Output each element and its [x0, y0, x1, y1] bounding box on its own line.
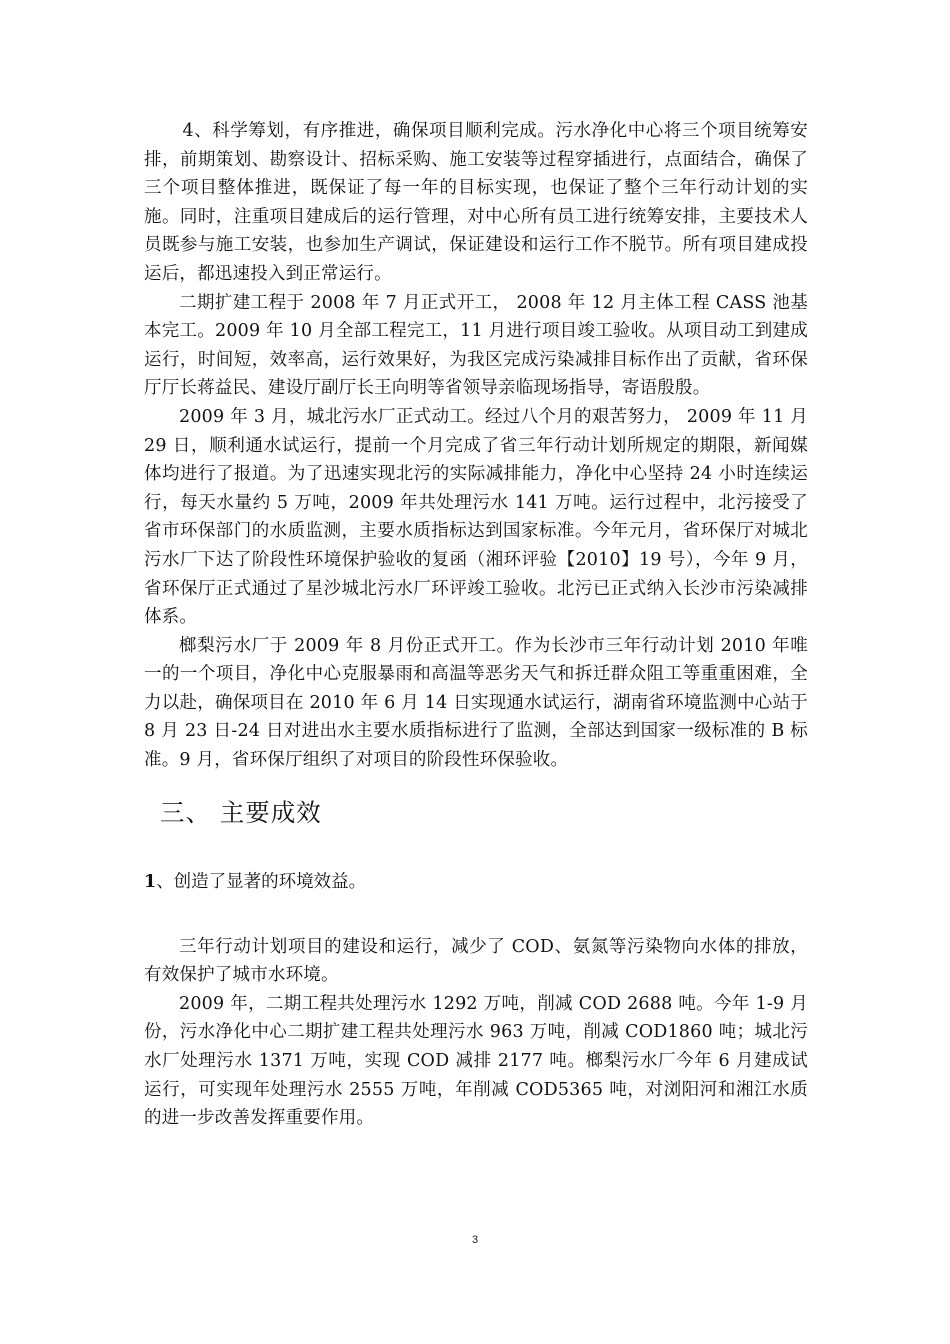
paragraph-2009-statistics: 2009 年，二期工程共处理污水 1292 万吨，削减 COD 2688 吨。今年 1-9 月份，污水净化中心二期扩建工程共处理污水 963 万吨，削减 COD1860 吨；城北污水厂处理污水 1371 万吨，实现 COD 减排 2177 吨。榔梨污水厂今年 6 月建成试运行，可实现年处理污水 2555 万吨，年削减 COD5365 吨，对浏阳河和湘江水质的进一步改善发挥重要作用。: [144, 993, 808, 1129]
paragraph-phase-two-expansion: 二期扩建工程于 2008 年 7 月正式开工， 2008 年 12 月主体工程 CASS 池基本完工。2009 年 10 月全部工程完工，11 月进行项目竣工验收。从项目动工到建成运行，时间短，效率高，运行效果好，为我区完成污染减排目标作出了贡献，省环保厅厅长蒋益民、建设厅副厅长王向明等省领导亲临现场指导，寄语殷殷。: [144, 292, 808, 399]
paragraph-pollutant-reduction: 三年行动计划项目的建设和运行，减少了 COD、氨氮等污染物向水体的排放，有效保护了城市水环境。: [144, 936, 808, 986]
paragraph-langli-plant: 榔梨污水厂于 2009 年 8 月份正式开工。作为长沙市三年行动计划 2010 年唯一的一个项目，净化中心克服暴雨和高温等恶劣天气和拆迁群众阻工等重重困难，全力以赴，确保项目在 2010 年 6 月 14 日实现通水试运行，湖南省环境监测中心站于 8 月 23 日-24 日对进出水主要水质指标进行了监测，全部达到国家一级标准的 B 标准。9 月，省环保厅组织了对项目的阶段性环保验收。: [144, 635, 808, 771]
paragraph-chengbei-plant: 2009 年 3 月，城北污水厂正式动工。经过八个月的艰苦努力， 2009 年 11 月 29 日，顺利通水试运行，提前一个月完成了省三年行动计划所规定的期限，新闻媒体均进行了报道。为了迅速实现北污的实际减排能力，净化中心坚持 24 小时连续运行，每天水量约 5 万吨，2009 年共处理污水 141 万吨。运行过程中，北污接受了省市环保部门的水质监测，主要水质指标达到国家标准。今年元月，省环保厅对城北污水厂下达了阶段性环境保护验收的复函（湘环评验【2010】19 号），今年 9 月，省环保厅正式通过了星沙城北污水厂环评竣工验收。北污已正式纳入长沙市污染减排体系。: [144, 406, 808, 628]
paragraph-scientific-planning: 4、科学筹划，有序推进，确保项目顺利完成。污水净化中心将三个项目统筹安排，前期策划、勘察设计、招标采购、施工安装等过程穿插进行，点面结合，确保了三个项目整体推进，既保证了每一年的目标实现，也保证了整个三年行动计划的实施。同时，注重项目建成后的运行管理，对中心所有员工进行统筹安排，主要技术人员既参与施工安装，也参加生产调试，保证建设和运行工作不脱节。所有项目建成投运后，都迅速投入到正常运行。: [144, 121, 808, 284]
page-content: [144, 117, 808, 1133]
section-heading-main-results: 三、 主要成效: [160, 797, 322, 827]
sub-heading-environmental-benefit: [144, 868, 808, 896]
page-number: 3: [471, 1234, 479, 1246]
sub-heading-number: 1: [144, 871, 157, 892]
sub-heading-text: 、创造了显著的环境效益。: [156, 871, 367, 892]
